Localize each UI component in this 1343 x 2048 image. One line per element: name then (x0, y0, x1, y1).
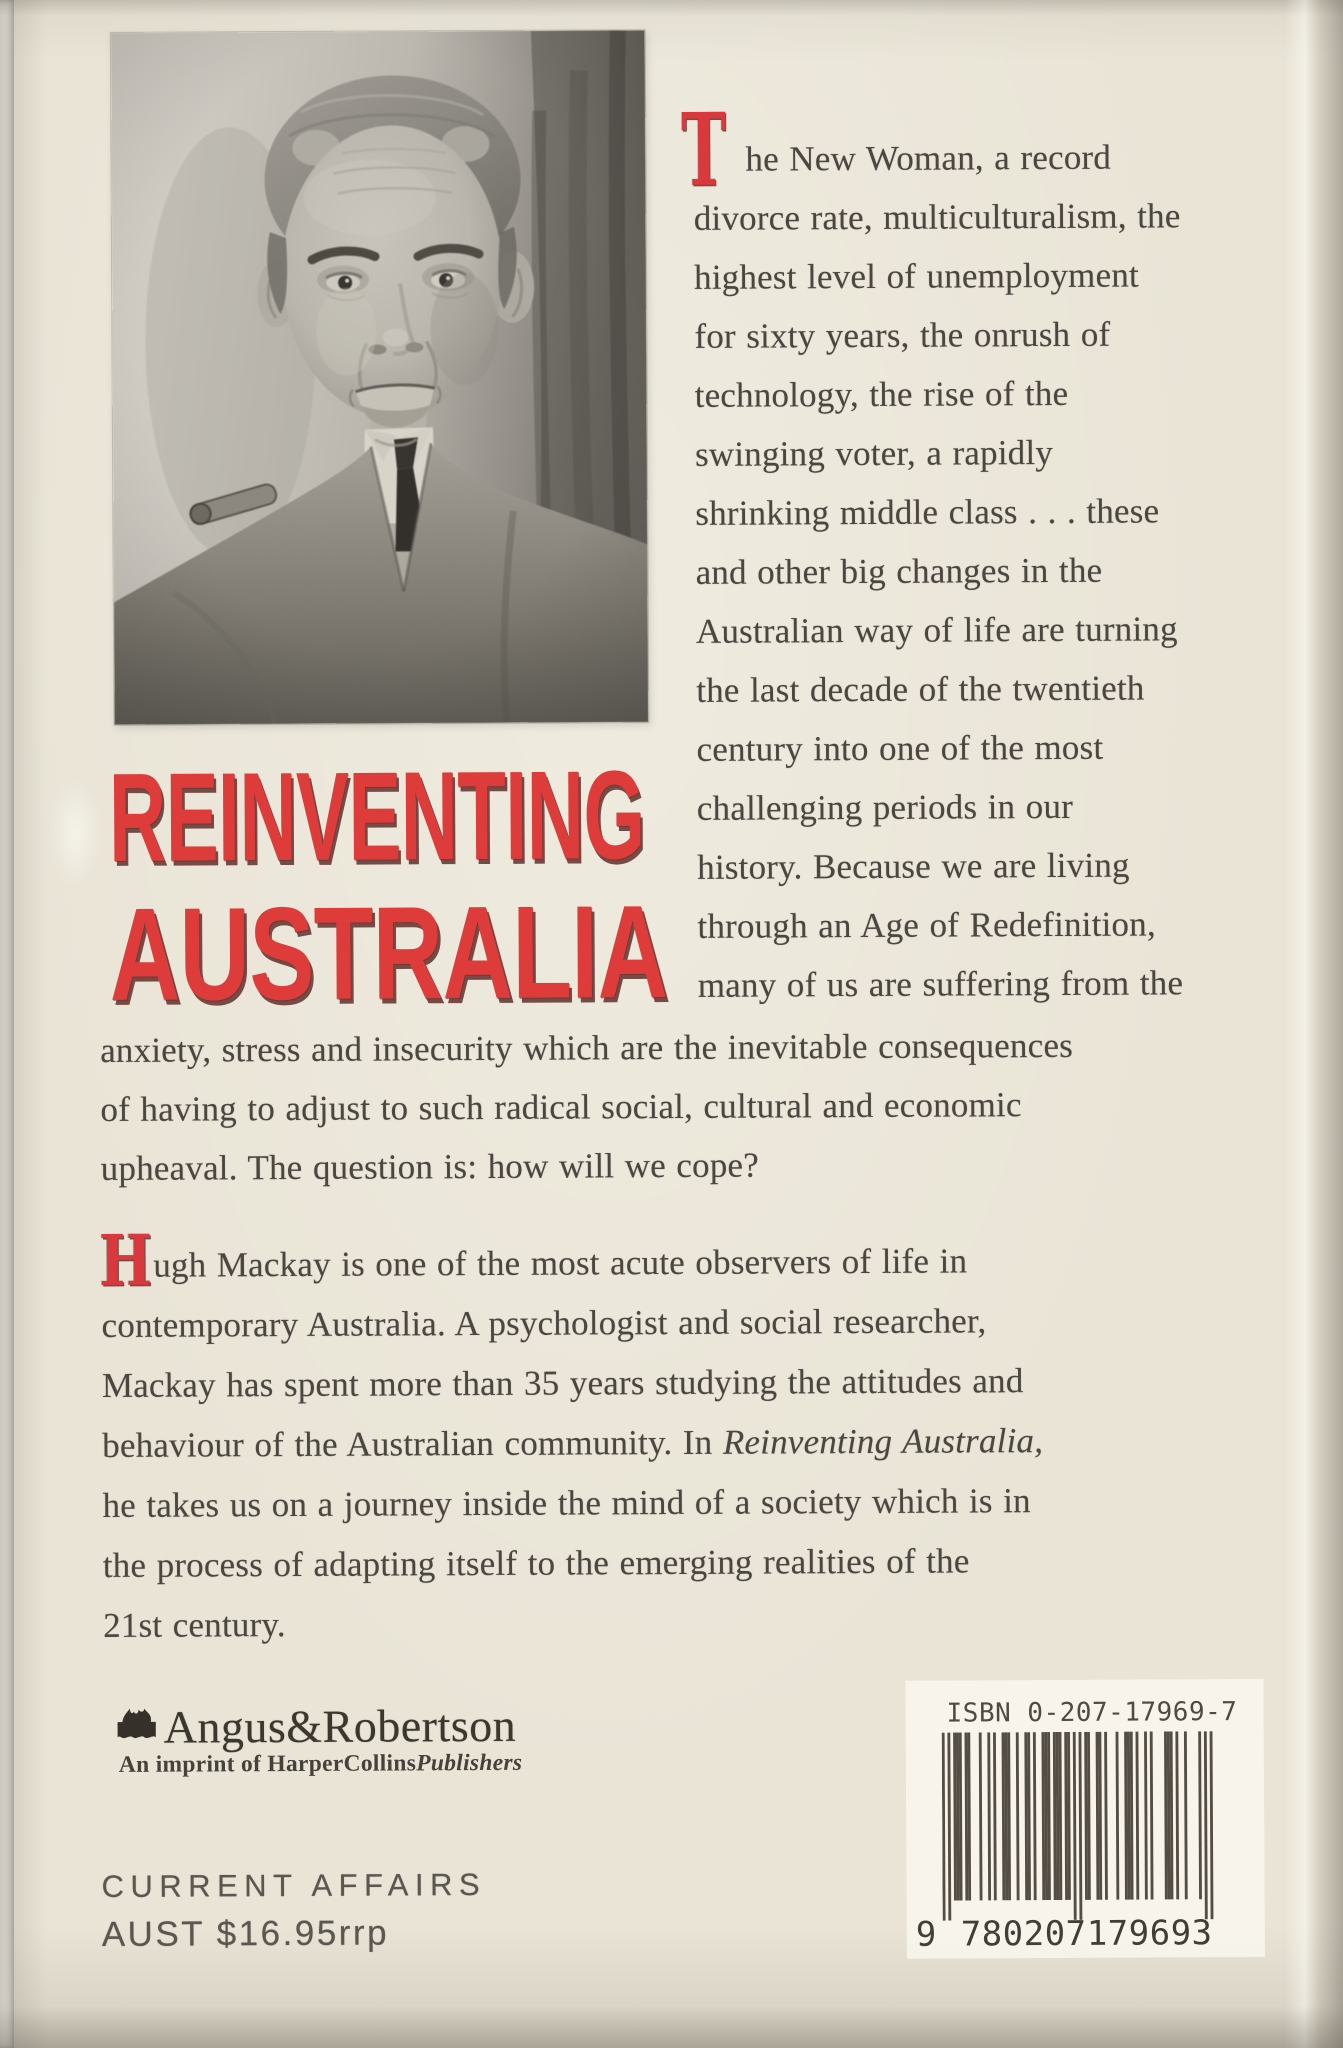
blurb-line-text: he New Woman, a record (745, 137, 1112, 179)
blurb-line: of having to adjust to such radical social, cultural and economic (100, 1085, 1022, 1129)
blurb-continuation (100, 1015, 1311, 1198)
bio-line-text: behaviour of the Australian community. In (102, 1422, 723, 1465)
imprint-publishers-italic: Publishers (416, 1749, 523, 1777)
blurb-line: for sixty years, the onrush of (694, 314, 1111, 356)
blurb-line: technology, the rise of the (694, 373, 1069, 415)
blurb-line: through an Age of Redefinition, (697, 904, 1156, 946)
ean13-barcode (942, 1731, 1223, 1922)
book-title-italic-reference: Reinventing Australia, (722, 1421, 1044, 1462)
imprint-text: An imprint of HarperCollins (118, 1750, 417, 1778)
blurb-line: anxiety, stress and insecurity which are the inevitable consequences (100, 1025, 1074, 1070)
portrait-illustration (111, 30, 649, 725)
blurb-line: highest level of unemployment (693, 255, 1139, 297)
author-bio (99, 1218, 1313, 1656)
blurb-line: and other big changes in the (695, 550, 1103, 592)
blurb-line: the last decade of the twentieth (696, 668, 1145, 710)
bio-line (102, 1410, 1312, 1476)
bio-line-text: ugh Mackay is one of the most acute observers of life in (153, 1241, 968, 1285)
blurb-line: shrinking middle class . . . these (695, 491, 1160, 533)
blurb-column (681, 90, 1308, 1015)
blurb-line: challenging periods in our (696, 786, 1074, 828)
book-title-line-2: AUSTRALIA (109, 878, 668, 1028)
blurb-line: century into one of the most (696, 727, 1104, 769)
publisher-name: Angus&Robertson (163, 1699, 517, 1753)
bio-line (99, 1218, 1311, 1302)
book-title-line-1: REINVENTING (108, 744, 645, 888)
blurb-line: swinging voter, a rapidly (694, 432, 1054, 474)
dropcap-h: H (99, 1218, 153, 1302)
dropcap-t: T (681, 90, 727, 209)
barcode-digits-left: 780207 (960, 1913, 1087, 1955)
isbn-label: ISBN 0-207-17969-7 (946, 1697, 1238, 1729)
blurb-line: history. Because we are living (697, 845, 1130, 887)
blurb-line: many of us are suffering from the (697, 963, 1184, 1005)
bio-line: 21st century. (103, 1605, 286, 1645)
category-label: CURRENT AFFAIRS (101, 1866, 487, 1904)
blurb-line: upheaval. The question is: how will we cope? (100, 1145, 760, 1188)
portrait-photo (111, 30, 649, 725)
blurb-line: Australian way of life are turning (695, 609, 1178, 651)
publisher-row (116, 1699, 517, 1754)
blurb-line: divorce rate, multiculturalism, the (693, 196, 1181, 238)
publisher-imprint (119, 1750, 523, 1779)
bio-line: he takes us on a journey inside the mind of a society which is in (102, 1481, 1031, 1525)
barcode-digits-right: 179693 (1086, 1913, 1213, 1954)
barcode-digit-first: 9 (915, 1914, 937, 1955)
blurb-line (681, 90, 1303, 209)
price-label: AUST $16.95rrp (101, 1913, 390, 1954)
bio-line: Mackay has spent more than 35 years studying the attitudes and (101, 1361, 1024, 1405)
bio-line: contemporary Australia. A psychologist and social researcher, (101, 1301, 987, 1345)
harpercollins-flame-waves-icon (116, 1705, 158, 1747)
bio-line: the process of adapting itself to the emerging realities of the (102, 1541, 970, 1585)
